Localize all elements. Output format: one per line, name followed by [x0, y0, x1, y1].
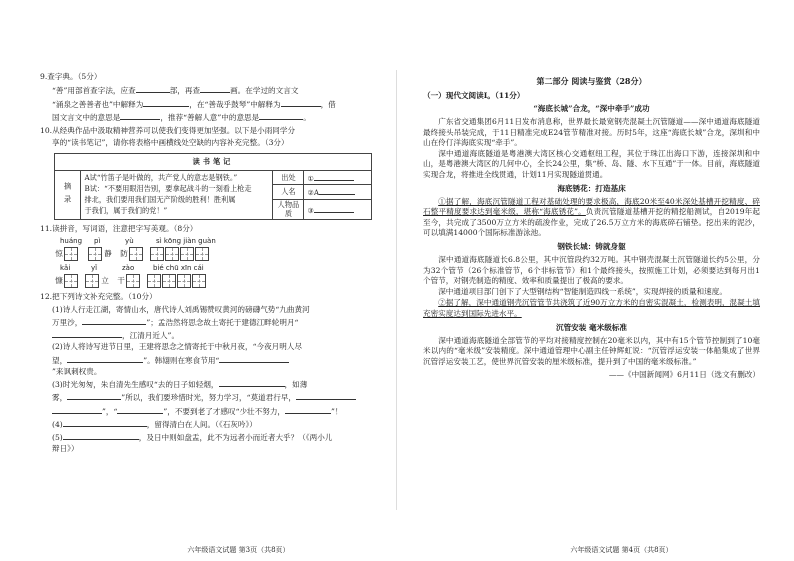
section-title: 第二部分 阅读与鉴赏（28分）: [536, 76, 647, 86]
poem-blank[interactable]: [63, 431, 139, 440]
page-footer-right: 六年级语文试题 第4页（共8页）: [570, 545, 673, 554]
q12-text: ，江清月近人”。: [122, 331, 180, 341]
source-citation: ——《中国新闻网》6月11日（选文有删改）: [608, 369, 760, 379]
answer-blank[interactable]: [314, 204, 354, 213]
question-12: [40, 292, 375, 454]
writing-boxes: [88, 247, 113, 261]
poem-blank[interactable]: [67, 354, 143, 363]
pinyin-text: pì: [94, 237, 101, 246]
q9-text: 部，再查: [169, 86, 201, 96]
pinyin-group: [85, 264, 110, 288]
pinyin-group: [116, 264, 141, 288]
q12-text: ”；孟浩然将思念故土寄托于建德江畔轮明月“: [146, 317, 299, 327]
paragraph-3: [423, 197, 760, 238]
pinyin-group: [119, 237, 144, 261]
writing-boxes: [147, 274, 207, 288]
q12-text: ，如薄: [284, 380, 308, 390]
q9-blank-1[interactable]: [136, 84, 170, 93]
q9-text: 画。在学过的文言文: [230, 86, 299, 96]
row-value-quality[interactable]: [304, 199, 372, 219]
question-11: [40, 224, 375, 288]
paragraph-3-rest: 负责沉管隧道基槽开挖的精挖船测试，自2019年起至今，共完成了3500万立方米的疏浚作业，完成了26.5万立方米的海底碎石铺垫。挖出来的泥沙，可以填满14000个国际标准游泳池。: [423, 207, 761, 237]
q12-line: [52, 431, 375, 443]
paragraph-6: 深中通道海底隧道全部管节的平均对接精度控制在20毫米以内，其中有15个管节控制到了10毫米以内的“毫米级”安装精度。深中通道管理中心副主任钟辉虹说：“沉管浮运安装一体船集成了世界沉管浮运安装工艺，使世界沉管安装的厘米级标准，提升到了中国的毫米级标准。”: [423, 336, 760, 366]
heading-1: 海底锈花：打造基床: [557, 183, 626, 193]
poem-blank[interactable]: [219, 378, 285, 387]
q12-line: (2)诗人将诗写进节日里，王建将思念之情寄托于中秋月夜，“今夜月明人尽: [52, 342, 303, 352]
row-value-source[interactable]: [304, 170, 372, 185]
paragraph-1: 广东省交通集团6月11日发布消息称，世界最长最宽钢壳混凝土沉管隧道——深中通道海底隧道最终接头吊装完成，于11日精准完成E24管节精准对接。历时5年，这座“海底长城”合龙，深圳和中山在伶仃洋海底实现“牵手”。: [423, 117, 760, 147]
heading-3: 沉管安装 毫米级标准: [556, 322, 627, 332]
row-label-name: 人名: [273, 185, 304, 200]
q9-line-1: [52, 84, 375, 96]
q12-line: [52, 329, 375, 341]
pinyin-group: [54, 237, 82, 261]
quote-b3: 于我们，属于我们的党！”: [84, 205, 168, 215]
quote-a: A试“竹笛子是叶做的，共产党人的意志是钢铁。”: [84, 173, 238, 183]
tianzige-box[interactable]: [195, 247, 209, 261]
tianzige-box[interactable]: [64, 274, 78, 288]
pinyin-row-1: [54, 237, 375, 261]
poem-blank[interactable]: [82, 316, 146, 325]
row-value-text: ③: [307, 205, 314, 215]
q12-line: [52, 354, 375, 366]
given-character: 慷: [55, 276, 63, 286]
q9-text: ，借: [320, 99, 336, 109]
q9-text: ，在“善哉乎鼓琴”中解释为: [189, 99, 281, 109]
pinyin-text: huáng: [60, 237, 83, 246]
pinyin-group: [88, 237, 113, 261]
q12-line: (1)诗人行走江湖，寄情山水，唐代诗人刘禹锡赞叹黄河的磅礴气势“九曲黄河: [52, 304, 310, 314]
underlined-sentence-1: ①据了解，海底沉管隧道工程对基础处理的要求极高，海底20米至40米深处基槽开挖精度、碎石整平精度要求达到毫米级，堪称“海底锈花”。: [423, 197, 760, 217]
q12-line: [52, 391, 375, 403]
q12-text: (4): [52, 419, 63, 429]
paragraph-5: 深中通道项目部门创下了大型钢结构“智能制造四线一系统”，实现焊接的质量和速度。: [438, 287, 727, 297]
q9-text: 国文言文中的意思是: [52, 112, 121, 122]
given-character: 惊: [55, 249, 63, 259]
writing-boxes: [85, 274, 110, 288]
q9-text: 。: [303, 112, 311, 122]
q9-line-2: [52, 98, 375, 110]
q9-blank-6[interactable]: [259, 111, 303, 120]
tianzige-box[interactable]: [165, 247, 179, 261]
q12-text: ”，“: [102, 406, 118, 416]
pinyin-text: zào: [122, 264, 135, 273]
row-value-text: ①: [307, 173, 314, 183]
poem-blank[interactable]: [67, 391, 121, 400]
q9-blank-3[interactable]: [143, 98, 189, 107]
pinyin-text: kǎi: [60, 264, 71, 273]
pinyin-text: yù: [125, 237, 134, 246]
subsection-title: （一）现代文阅读Ⅰ。（11分）: [423, 90, 525, 100]
question-9: [40, 72, 375, 123]
q12-text: 万里沙，: [52, 317, 83, 327]
q12-text: ”。韩翃则在寒食节用“: [143, 355, 220, 365]
q12-text: ”！: [331, 406, 343, 416]
poem-blank[interactable]: [117, 405, 163, 414]
row-value-name[interactable]: [304, 185, 372, 200]
row-label-source: 出处: [273, 170, 304, 185]
given-character: 干: [117, 276, 125, 286]
q12-text: 雾，: [52, 393, 68, 403]
question-10: [40, 126, 375, 220]
writing-boxes: [116, 274, 141, 288]
writing-boxes: [54, 274, 79, 288]
heading-2: 钢铁长城：铸就身躯: [557, 242, 626, 252]
q12-line: ”来讽刺权贵。: [52, 366, 102, 376]
pinyin-text: yǐ: [91, 264, 98, 273]
row-label-quality: 人物品质: [273, 199, 304, 219]
page-footer-left: 六年级语文试题 第3页（共8页）: [187, 545, 290, 554]
q9-title: 9.查字典。（5分）: [40, 72, 102, 81]
article-title: “海底长城”合龙，“深中牵手”成功: [533, 104, 650, 114]
writing-boxes: [119, 247, 144, 261]
poem-blank[interactable]: [219, 354, 289, 363]
q12-text: ，留得清白在人间。（《石灰吟》）: [146, 419, 257, 429]
q9-blank-2[interactable]: [200, 84, 230, 93]
q12-text: (3)时光匆匆，朱自清先生感叹“去的日子如轻烟，: [52, 380, 219, 390]
poem-blank[interactable]: [52, 405, 102, 414]
q9-text: “涌泉之善善者也”中解释为: [52, 99, 144, 109]
q12-text: 望，: [52, 355, 68, 365]
table-quotes: [81, 170, 273, 220]
q12-text: (5): [52, 433, 63, 443]
writing-boxes: [54, 247, 82, 261]
paragraph-2: 深中通道海底隧道是粤港澳大湾区核心交通枢纽工程，其位于珠江出海口下游，连接深圳和中山，是粤港澳大湾区的几何中心，全长24公里，集“桥、岛、隧、水下互通”于一体。目前，海底隧道实现合龙，将推进全线贯通，计划11月实现隧道贯通。: [423, 149, 760, 179]
pinyin-row-2: [54, 264, 375, 288]
q12-line: [52, 378, 375, 390]
q9-line-3: [52, 111, 375, 123]
q12-title: 12.把下列诗文补充完整。（10分）: [40, 292, 157, 302]
poem-blank[interactable]: [296, 391, 356, 400]
tianzige-box[interactable]: [192, 274, 206, 288]
answer-blank[interactable]: [319, 186, 355, 195]
q12-line: [52, 316, 375, 328]
pinyin-text: sì kōng jiàn guàn: [156, 237, 216, 246]
q9-text: ，推荐“善解人意”中的意思是: [160, 112, 260, 122]
tianzige-box[interactable]: [150, 247, 164, 261]
answer-blank[interactable]: [314, 172, 354, 181]
given-character: 防: [120, 249, 128, 259]
q12-line: 辩日》）: [52, 444, 79, 454]
given-character: 静: [104, 249, 112, 259]
q11-title: 11.读拼音，写词语，注意把字写美观。（8分）: [40, 224, 198, 234]
writing-boxes: [150, 247, 216, 261]
q12-text: ，及日中则如盘盂，此不为远者小而近者大乎？（《两小儿: [138, 433, 333, 443]
tianzige-box[interactable]: [129, 247, 143, 261]
q9-blank-4[interactable]: [281, 98, 321, 107]
pinyin-group: [150, 237, 216, 261]
paragraph-4: 深中通道海底隧道长6.8公里，其中沉管段约32万吨。其中钢壳混凝土沉管隧道长约5公里，分为32个管节（26个标准管节，6个非标管节）和1个最终接头，按照施工计划，必须要达到每月出1个管节，对钢壳制造的精度、效率和质量提出了极高的要求。: [423, 255, 760, 285]
poem-blank[interactable]: [52, 329, 122, 338]
tianzige-box[interactable]: [85, 274, 99, 288]
tianzige-box[interactable]: [88, 247, 102, 261]
tianzige-box[interactable]: [162, 274, 176, 288]
table-side-label: 摘录: [55, 170, 81, 220]
tianzige-box[interactable]: [180, 247, 194, 261]
pinyin-text: bié chū xīn cái: [153, 264, 204, 273]
q10-title: 10.从经典作品中汲取精神营养可以使我们变得更加坚强。以下是小雨同学分: [40, 126, 296, 135]
right-page: [397, 0, 794, 561]
underlined-sentence-2: ②据了解，深中通道钢壳沉管管节共浇筑了近90万立方米的自密实混凝土，检测表明，混凝土填充密实度达到国际先进水平。: [423, 298, 760, 318]
reading-notes-table: [54, 153, 372, 221]
tianzige-box[interactable]: [177, 274, 191, 288]
poem-blank[interactable]: [285, 405, 331, 414]
tianzige-box[interactable]: [147, 274, 161, 288]
pinyin-group: [147, 264, 207, 288]
tianzige-box[interactable]: [126, 274, 140, 288]
quote-b: B试：“不要用眼泪告别，要拿起战斗的一刻看上枪走: [84, 184, 252, 194]
tianzige-box[interactable]: [64, 247, 78, 261]
pinyin-group: [54, 264, 79, 288]
q10-title-2: 享的“读书笔记”，请你将表格中画横线处空缺的内容补充完整。（3分）: [52, 138, 289, 148]
q12-line: [52, 418, 375, 430]
q9-blank-5[interactable]: [120, 111, 160, 120]
table-caption: 读书笔记: [55, 153, 372, 170]
quote-b2: 排北，我们要用我们国无产阶级的胜利！胜利属: [84, 194, 236, 204]
q9-text: “善”用部首查字法，应查: [52, 86, 136, 96]
given-character: 立: [101, 276, 109, 286]
q12-line: [52, 405, 375, 417]
poem-blank[interactable]: [63, 418, 147, 427]
q12-text: ”所以，我们要珍惜时光，努力学习，“莫道君行早，: [121, 393, 297, 403]
row-value-text: ②A: [307, 188, 320, 198]
q12-text: ”，不要到老了才感叹“少壮不努力，: [163, 406, 286, 416]
